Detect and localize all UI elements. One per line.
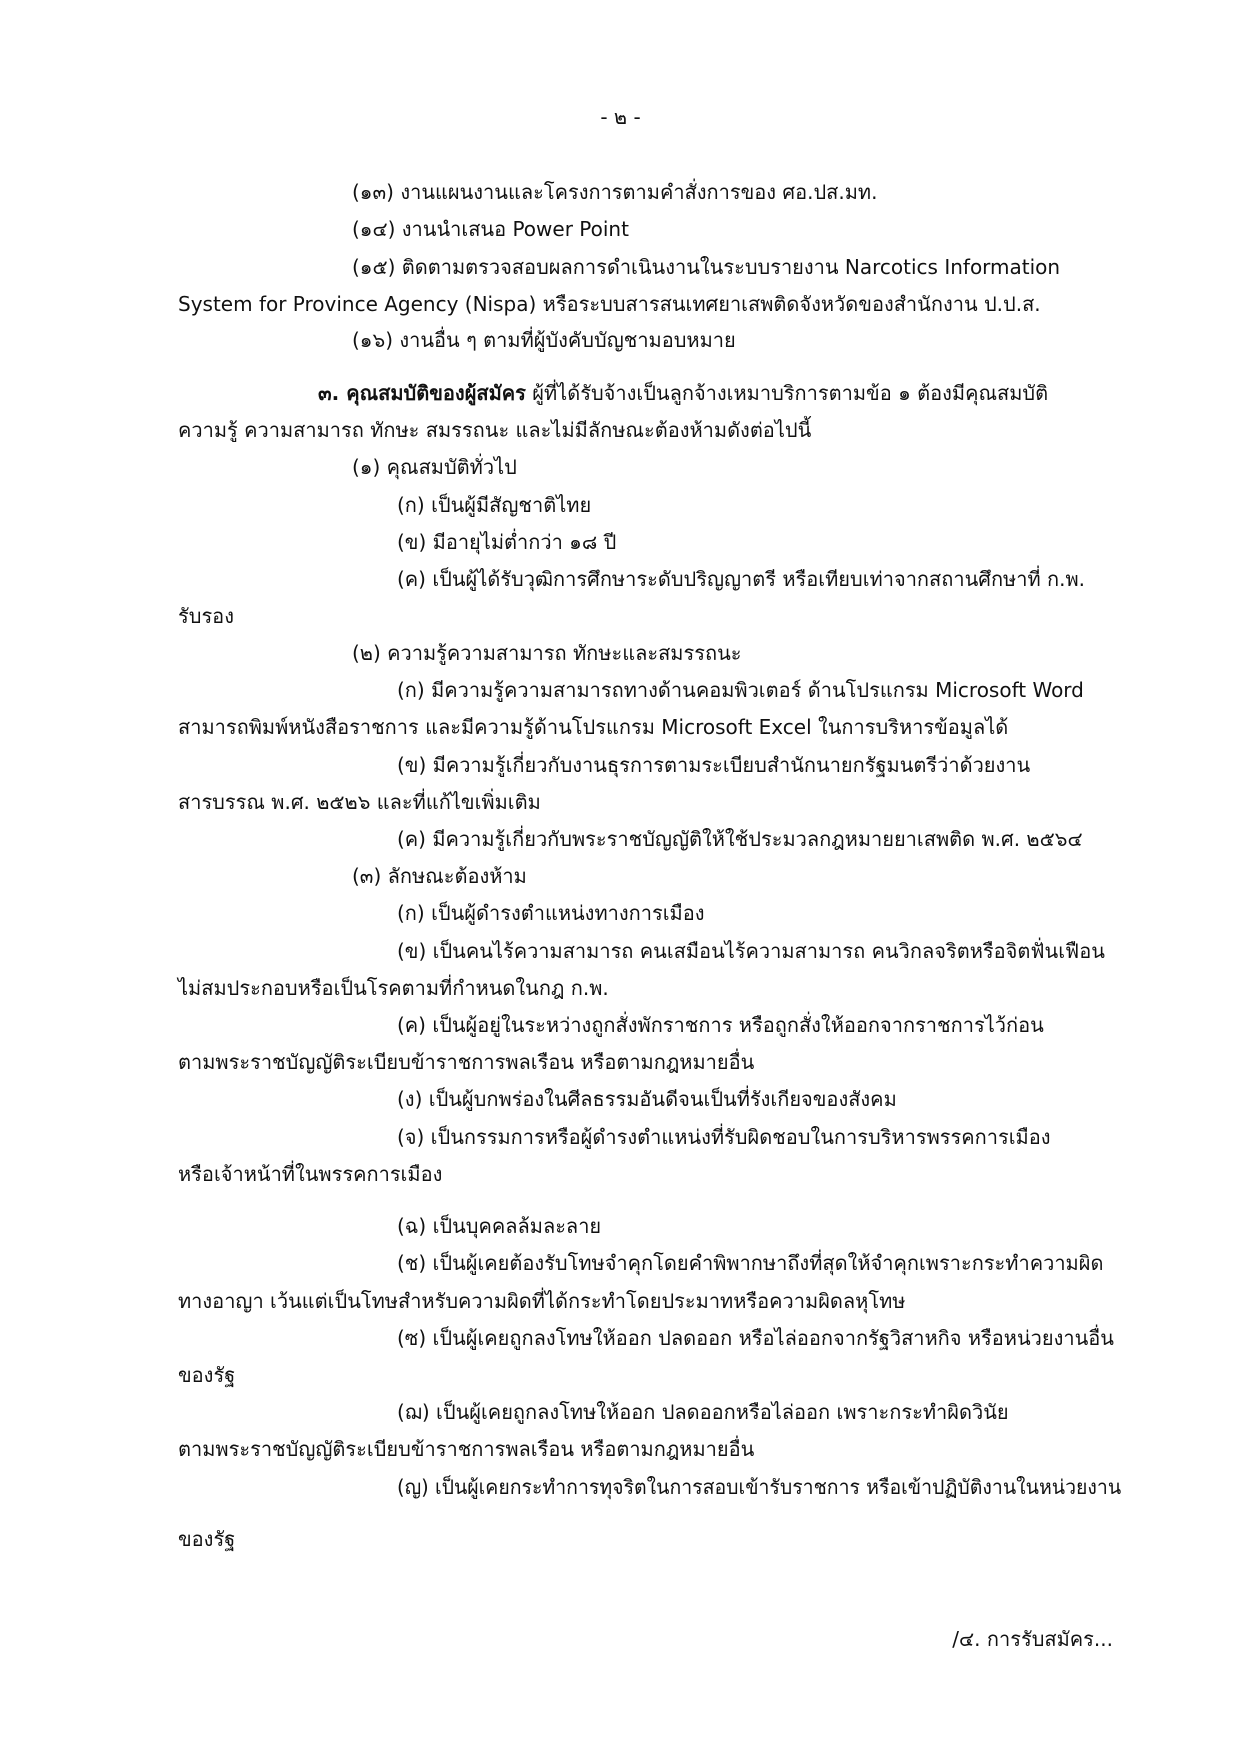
text-line: (ก) เป็นผู้ดำรงตำแหน่งทางการเมือง: [397, 901, 705, 925]
text-line: สามารถพิมพ์หนังสือราชการ และมีความรู้ด้านโปรแกรม Microsoft Excel ในการบริหารข้อมูลได้: [178, 715, 1009, 739]
text-line: (ง) เป็นผู้บกพร่องในศีลธรรมอันดีจนเป็นที่รังเกียจของสังคม: [397, 1087, 897, 1111]
text-line: (๑๓) งานแผนงานและโครงการตามคำสั่งการของ ศอ.ปส.มท.: [352, 180, 878, 204]
text-line: ตามพระราชบัญญัติระเบียบข้าราชการพลเรือน หรือตามกฎหมายอื่น: [178, 1437, 755, 1461]
text-line: (ก) มีความรู้ความสามารถทางด้านคอมพิวเตอร์ ด้านโปรแกรม Microsoft Word: [397, 678, 1084, 702]
text-line: ของรัฐ: [178, 1363, 236, 1387]
text-line: หรือเจ้าหน้าที่ในพรรคการเมือง: [178, 1162, 443, 1186]
section-3-line: [318, 376, 1048, 410]
text-line: (ฉ) เป็นบุคคลล้มละลาย: [397, 1214, 602, 1238]
text-line: ผู้ที่ได้รับจ้างเป็นลูกจ้างเหมาบริการตามข้อ ๑ ต้องมีคุณสมบัติ: [532, 381, 1049, 405]
text-line: (๑๕) ติดตามตรวจสอบผลการดำเนินงานในระบบรายงาน Narcotics Information: [352, 255, 1061, 279]
text-line: ของรัฐ: [178, 1527, 236, 1551]
text-line: (ญ) เป็นผู้เคยกระทำการทุจริตในการสอบเข้ารับราชการ หรือเข้าปฏิบัติงานในหน่วยงาน: [397, 1475, 1122, 1499]
text-line: รับรอง: [178, 604, 234, 628]
text-line: (๑) คุณสมบัติทั่วไป: [352, 455, 517, 479]
text-line: (ซ) เป็นผู้เคยถูกลงโทษให้ออก ปลดออก หรือไล่ออกจากรัฐวิสาหกิจ หรือหน่วยงานอื่น: [397, 1326, 1114, 1350]
text-line: (๒) ความรู้ความสามารถ ทักษะและสมรรถนะ: [352, 641, 742, 665]
page-number: - ๒ -: [600, 105, 641, 129]
text-line: (ข) มีอายุไม่ต่ำกว่า ๑๘ ปี: [397, 530, 617, 554]
text-line: ตามพระราชบัญญัติระเบียบข้าราชการพลเรือน หรือตามกฎหมายอื่น: [178, 1050, 755, 1074]
text-line: (ค) เป็นผู้อยู่ในระหว่างถูกสั่งพักราชการ หรือถูกสั่งให้ออกจากราชการไว้ก่อน: [397, 1013, 1044, 1037]
text-line: System for Province Agency (Nispa) หรือระบบสารสนเทศยาเสพติดจังหวัดของสำนักงาน ป.ป.ส.: [178, 292, 1041, 316]
text-line: (๑๖) งานอื่น ๆ ตามที่ผู้บังคับบัญชามอบหมาย: [352, 328, 736, 352]
text-line: (ข) มีความรู้เกี่ยวกับงานธุรการตามระเบียบสำนักนายกรัฐมนตรีว่าด้วยงาน: [397, 753, 1031, 777]
text-line: (ฌ) เป็นผู้เคยถูกลงโทษให้ออก ปลดออกหรือไล่ออก เพราะกระทำผิดวินัย: [397, 1400, 1009, 1424]
text-line: (๑๔) งานนำเสนอ Power Point: [352, 217, 629, 241]
text-line: (ค) เป็นผู้ได้รับวุฒิการศึกษาระดับปริญญาตรี หรือเทียบเท่าจากสถานศึกษาที่ ก.พ.: [397, 567, 1086, 591]
text-line: (๓) ลักษณะต้องห้าม: [352, 864, 527, 888]
text-line: ไม่สมประกอบหรือเป็นโรคตามที่กำหนดในกฎ ก.พ.: [178, 976, 609, 1000]
text-line: (ช) เป็นผู้เคยต้องรับโทษจำคุกโดยคำพิพากษาถึงที่สุดให้จำคุกเพราะกระทำความผิด: [397, 1251, 1104, 1275]
text-line: (ก) เป็นผู้มีสัญชาติไทย: [397, 493, 592, 517]
text-line: (ข) เป็นคนไร้ความสามารถ คนเสมือนไร้ความสามารถ คนวิกลจริตหรือจิตฟั่นเฟือน: [397, 939, 1105, 963]
text-line: ความรู้ ความสามารถ ทักษะ สมรรถนะ และไม่มีลักษณะต้องห้ามดังต่อไปนี้: [178, 418, 812, 442]
text-line: ทางอาญา เว้นแต่เป็นโทษสำหรับความผิดที่ได้กระทำโดยประมาทหรือความผิดลหุโทษ: [178, 1289, 906, 1313]
text-line: (จ) เป็นกรรมการหรือผู้ดำรงตำแหน่งที่รับผิดชอบในการบริหารพรรคการเมือง: [397, 1125, 1051, 1149]
section-3-heading: ๓. คุณสมบัติของผู้สมัคร: [318, 381, 526, 405]
text-line: (ค) มีความรู้เกี่ยวกับพระราชบัญญัติให้ใช้ประมวลกฎหมายยาเสพติด พ.ศ. ๒๕๖๔: [397, 827, 1083, 851]
text-line: สารบรรณ พ.ศ. ๒๕๒๖ และที่แก้ไขเพิ่มเติม: [178, 790, 541, 814]
continuation-footer: /๔. การรับสมัคร...: [952, 1627, 1113, 1651]
